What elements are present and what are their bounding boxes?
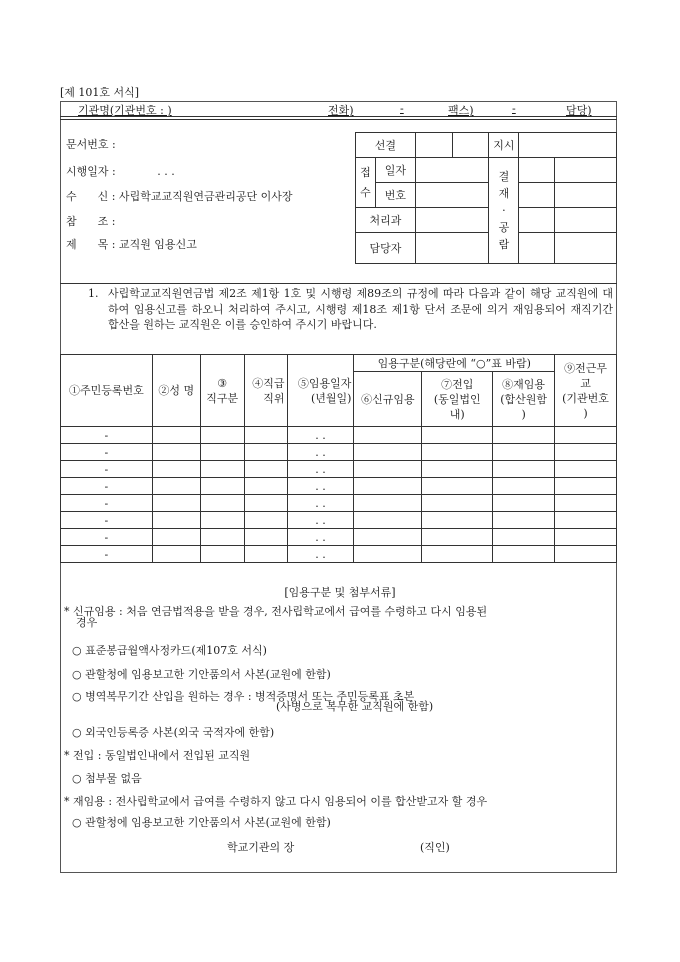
table-cell[interactable] <box>493 478 555 495</box>
table-cell[interactable] <box>200 461 244 478</box>
new-hire-note: * 신규임용 : 처음 연금법적용을 받을 경우, 전사립학교에서 급여를 수령하고 다시 임용된 <box>64 605 488 618</box>
col-hire-date-format: (년월일) <box>310 391 352 405</box>
col-rehire-3: ) <box>521 407 526 421</box>
receipt-char-1: 접 <box>360 165 371 179</box>
table-cell[interactable] <box>354 495 422 512</box>
hire-date-cell[interactable]: . . <box>287 461 354 478</box>
table-cell[interactable] <box>555 495 617 512</box>
col-job-type-text: 직구분 <box>206 391 239 405</box>
approval-cell[interactable] <box>555 233 617 264</box>
org-header <box>60 101 617 117</box>
resident-number-cell[interactable]: - <box>61 546 153 563</box>
table-cell[interactable] <box>354 478 422 495</box>
new-hire-attachment-2: ○ 관할청에 임용보고한 기안품의서 사본(교원에 한함) <box>72 668 331 681</box>
prior-approval-cell-2[interactable] <box>452 133 489 158</box>
hire-date-cell[interactable]: . . <box>287 546 354 563</box>
resident-number-cell[interactable]: - <box>61 495 153 512</box>
col-prev-school-4: ) <box>583 406 588 420</box>
table-cell[interactable] <box>152 427 200 444</box>
table-cell[interactable] <box>354 529 422 546</box>
fax-field[interactable]: 팩스) <box>448 104 474 117</box>
resident-number-cell[interactable]: - <box>61 512 153 529</box>
col-job-type <box>200 355 244 427</box>
reference-value: : <box>111 215 116 228</box>
paragraph-number: 1. <box>88 287 99 300</box>
approval-cell[interactable] <box>519 233 555 264</box>
resident-number-cell[interactable]: - <box>61 529 153 546</box>
new-hire-note-cont: 경우 <box>76 616 98 629</box>
table-cell[interactable] <box>200 444 244 461</box>
table-cell[interactable] <box>493 529 555 546</box>
col-name: ②성 명 <box>152 355 200 427</box>
table-cell[interactable] <box>354 427 422 444</box>
table-cell[interactable] <box>422 529 493 546</box>
col-resident-number: ①주민등록번호 <box>61 355 153 427</box>
table-row <box>61 512 617 529</box>
table-cell[interactable] <box>422 461 493 478</box>
approval-char-1: 결 <box>498 170 510 183</box>
col-position-text: 직위 <box>263 391 285 405</box>
table-cell[interactable] <box>244 478 287 495</box>
approval-cell[interactable] <box>519 208 555 233</box>
prior-approval-label: 선결 <box>356 133 416 158</box>
receipt-date-label: 일자 <box>375 158 415 183</box>
col-rehire <box>493 372 555 427</box>
hire-date-cell[interactable]: . . <box>287 427 354 444</box>
recipient-label: 수 신 <box>66 190 109 203</box>
instruction-cell[interactable] <box>519 133 617 158</box>
receipt-date-cell[interactable] <box>415 158 489 183</box>
approval-char-2: 재 <box>498 187 510 200</box>
col-rank <box>244 355 287 427</box>
new-hire-attachment-4: ○ 외국인등록증 사본(외국 국적자에 한함) <box>72 726 275 739</box>
receipt-number-cell[interactable] <box>415 183 489 208</box>
approval-cell[interactable] <box>555 158 617 183</box>
table-cell[interactable] <box>244 461 287 478</box>
approval-char-5: 람 <box>498 238 510 251</box>
recipient-value: : 사립학교교직원연금관리공단 이사장 <box>111 190 293 203</box>
table-cell[interactable] <box>152 461 200 478</box>
table-cell[interactable] <box>422 546 493 563</box>
table-cell[interactable] <box>152 512 200 529</box>
exec-date-label: 시행일자 : <box>66 165 116 178</box>
col-transfer-3: 내) <box>449 407 465 421</box>
org-name-field[interactable]: 기관명(기관번호 : ) <box>78 104 172 117</box>
receipt-number-label: 번호 <box>375 183 415 208</box>
col-rehire-1: ⑧재임용 <box>502 377 546 391</box>
table-cell[interactable] <box>200 495 244 512</box>
transfer-note: * 전입 : 동일법인내에서 전입된 교직원 <box>64 749 251 762</box>
approval-cell[interactable] <box>555 183 617 208</box>
reference-label: 참 조 <box>66 215 109 228</box>
table-cell[interactable] <box>244 444 287 461</box>
table-cell[interactable] <box>354 461 422 478</box>
prior-approval-cell-1[interactable] <box>415 133 452 158</box>
table-cell[interactable] <box>200 546 244 563</box>
table-cell[interactable] <box>493 461 555 478</box>
section-divider <box>60 283 617 284</box>
table-cell[interactable] <box>422 512 493 529</box>
col-prev-school-3: (기관번호 <box>562 391 609 405</box>
hire-date-cell[interactable]: . . <box>287 529 354 546</box>
col-transfer-1: ⑦전입 <box>441 377 474 391</box>
reference[interactable] <box>66 213 115 229</box>
table-cell[interactable] <box>493 427 555 444</box>
table-cell[interactable] <box>200 529 244 546</box>
subject-value: : 교직원 임용신고 <box>111 238 197 251</box>
table-row <box>61 546 617 563</box>
table-row <box>61 478 617 495</box>
col-job-type-num: ③ <box>217 376 228 390</box>
school-head-label: 학교기관의 장 <box>227 841 295 854</box>
table-cell[interactable] <box>200 427 244 444</box>
col-hire-category: 임용구분(해당란에 “○”표 바람) <box>354 355 555 372</box>
col-transfer <box>422 372 493 427</box>
transfer-attachment: ○ 첨부물 없음 <box>72 772 142 785</box>
subject <box>66 236 197 252</box>
approval-cell[interactable] <box>555 208 617 233</box>
col-transfer-2: (동일법인 <box>433 392 481 406</box>
table-cell[interactable] <box>555 461 617 478</box>
table-cell[interactable] <box>200 478 244 495</box>
table-cell[interactable] <box>493 512 555 529</box>
hire-date-cell[interactable]: . . <box>287 495 354 512</box>
rehire-note: * 재임용 : 전사립학교에서 급여를 수령하지 않고 다시 임용되어 이를 합산받고자 할 경우 <box>64 795 488 808</box>
approval-char-4: 공 <box>498 221 510 234</box>
col-rank-text: ④직급 <box>252 376 285 390</box>
processing-dept-cell[interactable] <box>415 208 489 233</box>
receipt-label <box>356 158 376 208</box>
table-cell[interactable] <box>152 495 200 512</box>
body-paragraph <box>88 286 613 333</box>
contact-field[interactable]: 담당) <box>566 104 592 117</box>
new-hire-attachment-3: ○ 병역복무기간 산입을 원하는 경우 : 병적증명서 또는 주민등록표 초본 <box>72 690 415 703</box>
approval-review-label <box>489 158 519 264</box>
table-cell[interactable] <box>555 478 617 495</box>
col-new-hire: ⑥신규임용 <box>354 372 422 427</box>
table-cell[interactable] <box>555 512 617 529</box>
exec-date[interactable] <box>66 163 175 179</box>
approval-char-3: · <box>502 204 506 217</box>
col-hire-date <box>287 355 354 427</box>
new-hire-attachment-3-cont: (사병으로 복무한 교직원에 한함) <box>276 700 434 713</box>
resident-number-cell[interactable]: - <box>61 461 153 478</box>
table-row <box>61 444 617 461</box>
table-cell[interactable] <box>152 478 200 495</box>
table-cell[interactable] <box>493 546 555 563</box>
table-cell[interactable] <box>555 529 617 546</box>
person-in-charge-label: 담당자 <box>356 233 416 264</box>
table-cell[interactable] <box>354 546 422 563</box>
table-cell[interactable] <box>244 512 287 529</box>
employee-table <box>60 354 617 563</box>
processing-dept-label: 처리과 <box>356 208 416 233</box>
hire-date-cell[interactable]: . . <box>287 512 354 529</box>
official-seal[interactable]: (직인) <box>420 841 450 854</box>
recipient <box>66 188 292 204</box>
form-number-label: [제 101호 서식] <box>60 86 140 99</box>
fax-dash: - <box>512 102 516 115</box>
header-divider <box>60 119 617 120</box>
phone-dash: - <box>400 102 404 115</box>
col-prev-school-1: ⑨전근무 <box>564 361 607 375</box>
col-rehire-2: (합산원함 <box>500 392 547 406</box>
table-cell[interactable] <box>493 444 555 461</box>
table-cell[interactable] <box>244 546 287 563</box>
exec-date-value: . . . <box>157 165 175 178</box>
table-cell[interactable] <box>244 495 287 512</box>
table-cell[interactable] <box>422 495 493 512</box>
instruction-label: 지시 <box>489 133 519 158</box>
table-row <box>61 427 617 444</box>
col-hire-date-text: ⑤임용일자 <box>297 376 352 390</box>
table-cell[interactable] <box>152 546 200 563</box>
resident-number-cell[interactable]: - <box>61 478 153 495</box>
approval-cell[interactable] <box>519 158 555 183</box>
doc-number[interactable]: 문서번호 : <box>66 138 116 151</box>
table-cell[interactable] <box>555 444 617 461</box>
attachments-title: [임용구분 및 첨부서류] <box>284 586 396 599</box>
col-prev-school-2: 교 <box>580 376 591 390</box>
table-cell[interactable] <box>354 512 422 529</box>
table-cell[interactable] <box>244 427 287 444</box>
table-row <box>61 461 617 478</box>
table-cell[interactable] <box>422 444 493 461</box>
person-in-charge-cell[interactable] <box>415 233 489 264</box>
table-cell[interactable] <box>152 529 200 546</box>
table-row <box>61 495 617 512</box>
new-hire-attachment-1: ○ 표준봉급월액사정카드(제107호 서식) <box>72 644 267 657</box>
paragraph-text: 사립학교교직원연금법 제2조 제1항 1호 및 시행령 제89조의 규정에 따라 다음과 같이 해당 교직원에 대하여 임용신고를 하오니 처리하여 주시고, 시행령 제18조 제1항 단서 조문에 의거 재임용되어 재직기간 합산을 원하는 교직원은 이를 승인하여 주시기 바랍니다. <box>108 287 613 331</box>
resident-number-cell[interactable]: - <box>61 444 153 461</box>
hire-date-cell[interactable]: . . <box>287 478 354 495</box>
receipt-char-2: 수 <box>360 185 371 199</box>
hire-date-cell[interactable]: . . <box>287 444 354 461</box>
subject-label: 제 목 <box>66 238 109 251</box>
approval-table <box>355 132 617 264</box>
table-cell[interactable] <box>244 529 287 546</box>
table-cell[interactable] <box>152 444 200 461</box>
table-cell[interactable] <box>422 427 493 444</box>
phone-field[interactable]: 전화) <box>328 104 354 117</box>
table-cell[interactable] <box>555 546 617 563</box>
table-cell[interactable] <box>422 478 493 495</box>
rehire-attachment: ○ 관할청에 임용보고한 기안품의서 사본(교원에 한함) <box>72 816 331 829</box>
table-cell[interactable] <box>555 427 617 444</box>
resident-number-cell[interactable]: - <box>61 427 153 444</box>
table-cell[interactable] <box>354 444 422 461</box>
approval-cell[interactable] <box>519 183 555 208</box>
table-row <box>61 529 617 546</box>
col-prev-school <box>555 355 617 427</box>
table-cell[interactable] <box>200 512 244 529</box>
table-cell[interactable] <box>493 495 555 512</box>
